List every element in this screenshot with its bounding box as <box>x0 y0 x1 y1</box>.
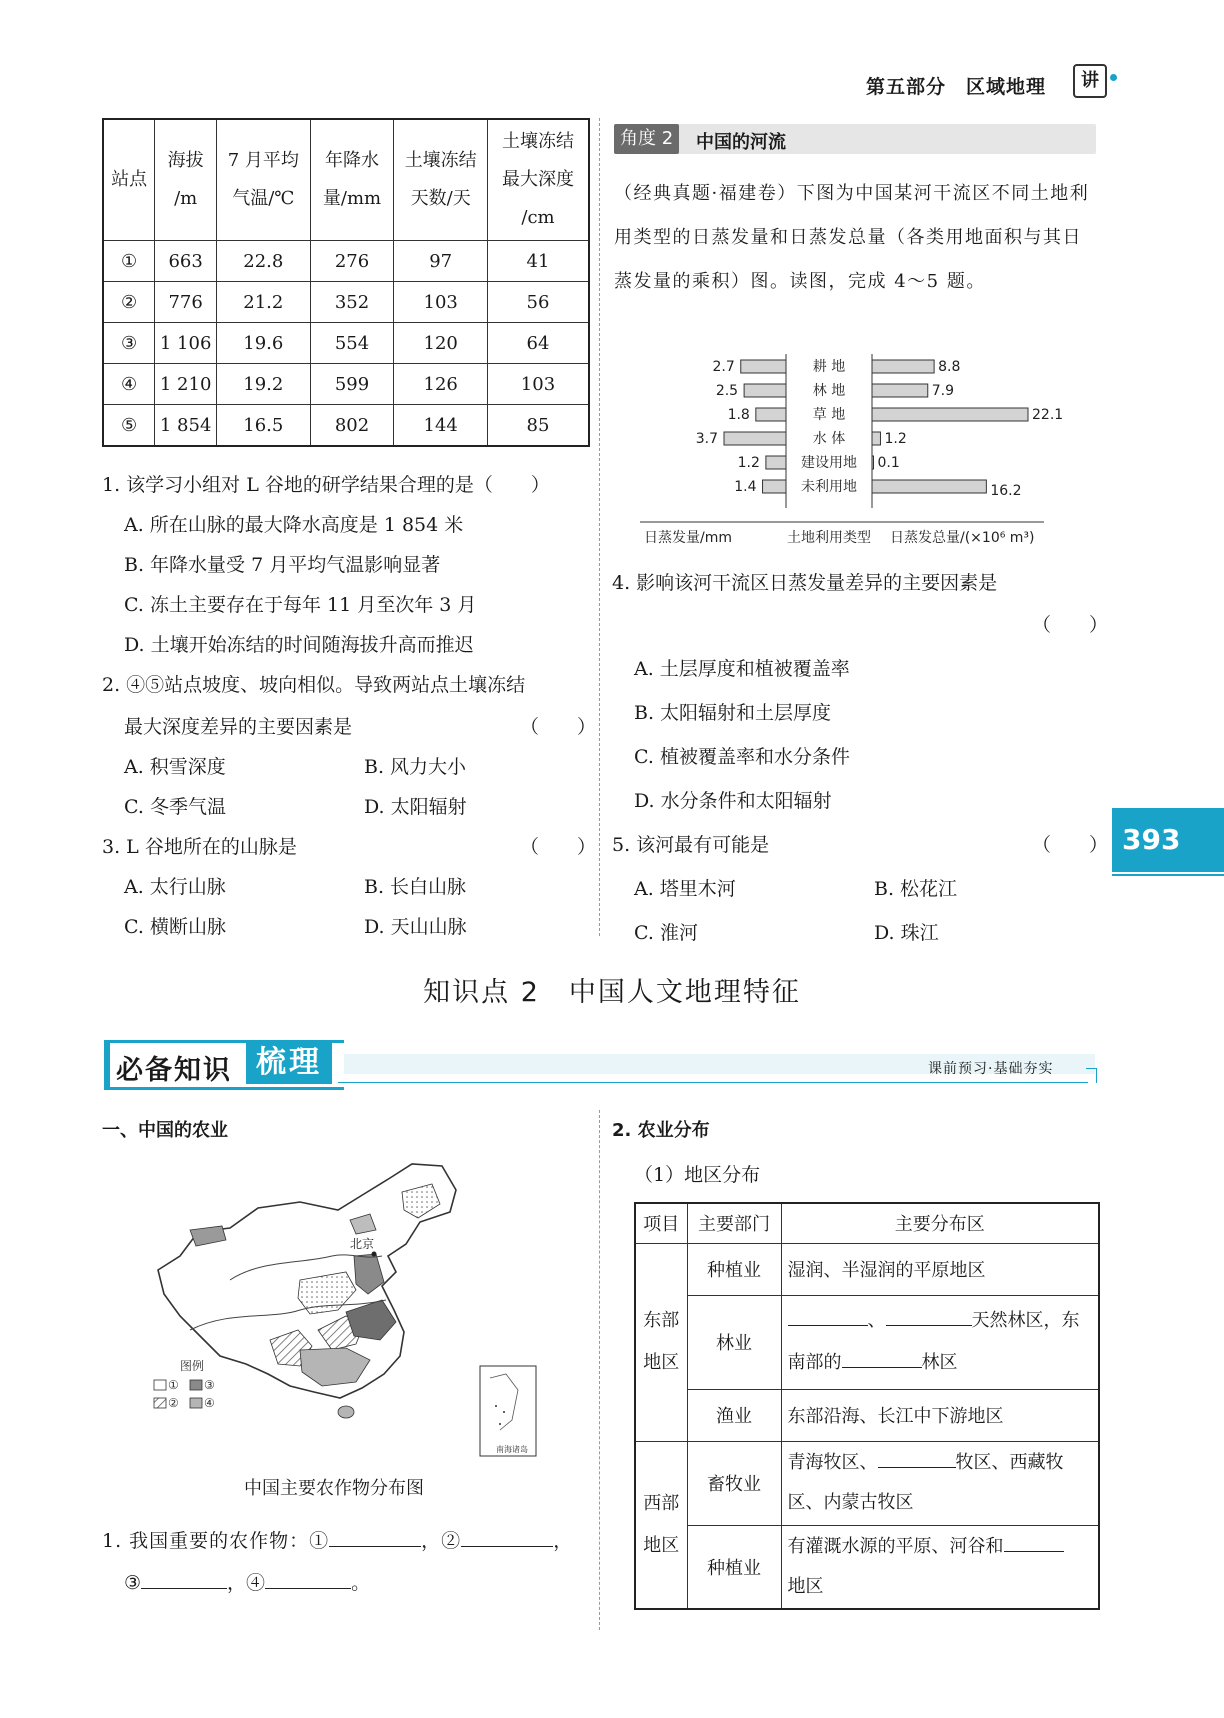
q2-option-a[interactable]: A. 积雪深度 <box>124 756 226 778</box>
south-sea-inset <box>480 1366 536 1456</box>
table-row <box>103 364 589 405</box>
category-label: 建设用地 <box>801 455 857 471</box>
header-frozen-depth: 土壤冻结 最大深度 /cm <box>487 119 589 241</box>
axis-label-center: 土地利用类型 <box>787 530 871 546</box>
legend-swatch-3 <box>190 1380 202 1390</box>
answer-paren[interactable]: （ ） <box>520 836 597 858</box>
q1-option-a[interactable]: A. 所在山脉的最大降水高度是 1 854 米 <box>124 514 464 536</box>
q3-option-d[interactable]: D. 天山山脉 <box>364 916 467 938</box>
table-row <box>635 1243 1099 1295</box>
bar-total-3 <box>872 432 880 445</box>
blank-input[interactable] <box>1004 1533 1064 1552</box>
question-5-stem: 5. 该河最有可能是 <box>612 834 770 856</box>
category-label: 未利用地 <box>801 479 857 495</box>
agri-q1-mark: ，② <box>421 1530 462 1552</box>
blank-input[interactable] <box>461 1528 553 1547</box>
bar-evaporation-1 <box>744 384 786 397</box>
q2-option-b[interactable]: B. 风力大小 <box>364 756 467 778</box>
legend-label-3: ③ <box>204 1378 215 1392</box>
value-label-left: 3.7 <box>695 431 718 447</box>
table-cell: 1 854 <box>155 405 217 447</box>
blank-input[interactable] <box>141 1570 227 1589</box>
table-header: 主要部门 <box>687 1203 781 1243</box>
table-cell: 663 <box>155 241 217 282</box>
area-text: 、 <box>867 1310 886 1331</box>
header-july-temp: 7 月平均 气温/℃ <box>217 119 311 241</box>
legend-label-2: ② <box>168 1396 179 1410</box>
area-text: 牧区、西藏牧 <box>955 1452 1064 1473</box>
section-title: 知识点 2 中国人文地理特征 <box>423 977 801 1008</box>
area-cell: 湿润、半湿润的平原地区 <box>781 1243 1099 1295</box>
q1-option-c[interactable]: C. 冻土主要存在于每年 11 月至次年 3 月 <box>124 594 477 616</box>
agri-question-1 <box>102 1526 573 1553</box>
hainan-island <box>338 1406 354 1418</box>
area-text: 有灌溉水源的平原、河谷和 <box>787 1535 1004 1557</box>
dept-cell: 种植业 <box>687 1243 781 1295</box>
answer-paren[interactable]: （ ） <box>1032 834 1109 856</box>
area-text: 南部的 <box>787 1352 842 1373</box>
q2-option-d[interactable]: D. 太阳辐射 <box>364 796 467 818</box>
q2-option-c[interactable]: C. 冬季气温 <box>124 796 226 818</box>
table-cell: 22.8 <box>217 241 311 282</box>
banner-main-text: 必备知识 <box>116 1055 232 1086</box>
area-text: 林区 <box>921 1352 958 1373</box>
table-cell: 19.6 <box>217 323 311 364</box>
agri-q1-mark: ，④ <box>227 1572 266 1594</box>
bar-total-0 <box>872 360 934 373</box>
bar-evaporation-0 <box>741 360 786 373</box>
area-text: 青海牧区、 <box>787 1452 878 1473</box>
table-row <box>635 1525 1099 1609</box>
q3-option-b[interactable]: B. 长白山脉 <box>364 876 467 898</box>
angle-tag: 角度 2 <box>614 124 679 154</box>
beijing-marker <box>372 1252 377 1257</box>
dept-cell: 渔业 <box>687 1389 781 1441</box>
table-cell: ① <box>103 241 155 282</box>
map-caption: 中国主要农作物分布图 <box>244 1478 424 1499</box>
china-crop-map <box>150 1160 550 1460</box>
bar-evaporation-4 <box>766 456 786 469</box>
column-divider <box>599 1110 600 1630</box>
category-label: 水 体 <box>812 431 846 447</box>
question-intro: （经典真题·福建卷）下图为中国某河干流区不同土地利用类型的日蒸发量和日蒸发总量（各类用地面积与其日蒸发量的乘积）图。读图，完成 4～5 题。 <box>614 183 1090 292</box>
table-cell: 120 <box>394 323 488 364</box>
value-label-right: 7.9 <box>931 383 955 399</box>
agri-question-1-cont <box>124 1568 370 1595</box>
table-cell: 802 <box>310 405 394 447</box>
table-cell: 1 106 <box>155 323 217 364</box>
angle-heading-bar <box>614 124 1096 154</box>
table-cell: ④ <box>103 364 155 405</box>
dist-heading: 2. 农业分布 <box>612 1120 710 1141</box>
area-cell <box>781 1441 1099 1525</box>
region-label-west: 西部地区 <box>635 1441 687 1609</box>
header-station: 站点 <box>103 119 155 241</box>
table-cell: 554 <box>310 323 394 364</box>
evaporation-chart <box>640 352 1080 552</box>
bar-evaporation-5 <box>763 480 786 493</box>
column-divider <box>599 118 600 936</box>
blank-input[interactable] <box>878 1449 956 1468</box>
table-cell: 144 <box>394 405 488 447</box>
agri-q1-prefix: ③ <box>124 1572 142 1594</box>
q5-option-d[interactable]: D. 珠江 <box>874 922 939 944</box>
q3-option-a[interactable]: A. 太行山脉 <box>124 876 226 898</box>
bar-evaporation-2 <box>756 408 786 421</box>
legend-swatch-2 <box>154 1398 166 1408</box>
region-label-east: 东部地区 <box>635 1243 687 1441</box>
inset-label: 南海诸岛 <box>496 1445 528 1454</box>
angle-title: 中国的河流 <box>696 132 786 153</box>
value-label-left: 1.8 <box>727 407 750 423</box>
page-number-tab: 393 <box>1112 808 1224 872</box>
table-cell: 776 <box>155 282 217 323</box>
table-cell: ⑤ <box>103 405 155 447</box>
question-4-stem: 4. 影响该河干流区日蒸发量差异的主要因素是 <box>612 572 998 594</box>
category-label: 草 地 <box>812 407 846 423</box>
banner-rule <box>338 1082 1088 1083</box>
question-1-stem: 1. 该学习小组对 L 谷地的研学结果合理的是（ ） <box>102 474 550 496</box>
q5-option-c[interactable]: C. 淮河 <box>634 922 698 944</box>
table-cell: 126 <box>394 364 488 405</box>
area-cell <box>781 1525 1099 1609</box>
table-cell: 85 <box>487 405 589 447</box>
banner-hook <box>1086 1068 1097 1083</box>
q4-option-b[interactable]: B. 太阳辐射和土层厚度 <box>634 702 832 724</box>
agri-q1-end: ， <box>553 1530 574 1552</box>
blank-input[interactable] <box>842 1349 922 1368</box>
header-frozen-days: 土壤冻结 天数/天 <box>394 119 488 241</box>
axis-label-left: 日蒸发量/mm <box>644 530 732 546</box>
question-2-stem-cont: 最大深度差异的主要因素是 <box>124 716 353 738</box>
table-cell: 56 <box>487 282 589 323</box>
table-row <box>635 1441 1099 1525</box>
q3-option-c[interactable]: C. 横断山脉 <box>124 916 226 938</box>
agri-heading: 一、中国的农业 <box>102 1120 228 1141</box>
value-label-right: 22.1 <box>1032 407 1064 423</box>
table-cell: 599 <box>310 364 394 405</box>
agri-q1-end: 。 <box>351 1572 371 1594</box>
banner-subtitle: 课前预习·基础夯实 <box>928 1061 1054 1077</box>
table-row <box>635 1295 1099 1389</box>
q4-option-d[interactable]: D. 水分条件和太阳辐射 <box>634 790 832 812</box>
area-text: 地区 <box>787 1575 824 1597</box>
legend-swatch-4 <box>190 1398 202 1408</box>
value-label-left: 2.5 <box>715 383 739 399</box>
table-cell: 103 <box>394 282 488 323</box>
header-precip: 年降水 量/mm <box>310 119 394 241</box>
value-label-left: 1.4 <box>734 479 757 495</box>
page-header-section: 第五部分 区域地理 <box>866 76 1047 98</box>
table-cell: 21.2 <box>217 282 311 323</box>
bar-total-5 <box>872 480 986 493</box>
table-cell: 64 <box>487 323 589 364</box>
legend-title: 图例 <box>180 1359 205 1373</box>
table-row <box>635 1203 1099 1243</box>
table-header: 主要分布区 <box>781 1203 1099 1243</box>
table-cell: 276 <box>310 241 394 282</box>
area-text: 天然林区，东 <box>971 1310 1080 1331</box>
dept-cell: 畜牧业 <box>687 1441 781 1525</box>
station-data-table <box>102 118 590 447</box>
table-cell: 103 <box>487 364 589 405</box>
table-cell: ③ <box>103 323 155 364</box>
axis-label-right: 日蒸发总量/(×10⁶ m³) <box>890 530 1035 546</box>
header-altitude: 海拔 /m <box>155 119 217 241</box>
area-cell: 东部沿海、长江中下游地区 <box>781 1389 1099 1441</box>
table-header: 项目 <box>635 1203 687 1243</box>
table-cell: 41 <box>487 241 589 282</box>
table-cell: 16.5 <box>217 405 311 447</box>
table-cell: 19.2 <box>217 364 311 405</box>
answer-paren[interactable]: （ ） <box>520 716 597 738</box>
agri-q1-prefix: 1. 我国重要的农作物：① <box>102 1530 330 1552</box>
dept-cell: 林业 <box>687 1295 781 1389</box>
map-city-label: 北京 <box>350 1237 375 1251</box>
table-cell: 1 210 <box>155 364 217 405</box>
area-text: 区、内蒙古牧区 <box>787 1492 914 1513</box>
value-label-right: 0.1 <box>877 455 900 471</box>
table-row <box>103 241 589 282</box>
category-label: 耕 地 <box>812 359 846 375</box>
table-cell: 97 <box>394 241 488 282</box>
answer-paren[interactable]: （ ） <box>1032 614 1109 636</box>
table-row <box>103 282 589 323</box>
q4-option-c[interactable]: C. 植被覆盖率和水分条件 <box>634 746 850 768</box>
q4-option-a[interactable]: A. 土层厚度和植被覆盖率 <box>634 658 850 680</box>
value-label-left: 2.7 <box>712 359 735 375</box>
table-row <box>635 1389 1099 1441</box>
lecture-badge-icon: 讲 <box>1073 64 1107 98</box>
value-label-right: 8.8 <box>938 359 961 375</box>
legend-swatch-1 <box>154 1380 166 1390</box>
bar-total-2 <box>872 408 1028 421</box>
q1-option-b[interactable]: B. 年降水量受 7 月平均气温影响显著 <box>124 554 441 576</box>
q1-option-d[interactable]: D. 土壤开始冻结的时间随海拔升高而推迟 <box>124 634 474 656</box>
legend-label-4: ④ <box>204 1396 215 1410</box>
blank-input[interactable] <box>265 1570 351 1589</box>
question-3-stem: 3. L 谷地所在的山脉是 <box>102 836 297 858</box>
value-label-left: 1.2 <box>737 455 760 471</box>
blank-input[interactable] <box>788 1307 868 1326</box>
q5-option-a[interactable]: A. 塔里木河 <box>634 878 736 900</box>
table-row <box>103 405 589 447</box>
bar-total-1 <box>872 384 928 397</box>
value-label-right: 16.2 <box>990 483 1022 499</box>
dist-subheading: （1）地区分布 <box>634 1164 761 1186</box>
bar-evaporation-3 <box>724 432 786 445</box>
header-dot <box>1110 74 1117 81</box>
page-tab-underline <box>1112 874 1224 876</box>
question-2-stem: 2. ④⑤站点坡度、坡向相似。导致两站点土壤冻结 <box>102 674 526 696</box>
table-row <box>103 323 589 364</box>
agri-distribution-table <box>634 1202 1100 1610</box>
legend-label-1: ① <box>168 1378 179 1392</box>
blank-input[interactable] <box>329 1528 421 1547</box>
dept-cell: 种植业 <box>687 1525 781 1609</box>
table-cell: ② <box>103 282 155 323</box>
area-cell <box>781 1295 1099 1389</box>
value-label-right: 1.2 <box>884 431 907 447</box>
banner-accent-text: 梳理 <box>246 1042 332 1084</box>
category-label: 林 地 <box>812 383 846 399</box>
blank-input[interactable] <box>886 1307 972 1326</box>
q5-option-b[interactable]: B. 松花江 <box>874 878 958 900</box>
bar-total-4 <box>872 456 874 469</box>
table-cell: 352 <box>310 282 394 323</box>
